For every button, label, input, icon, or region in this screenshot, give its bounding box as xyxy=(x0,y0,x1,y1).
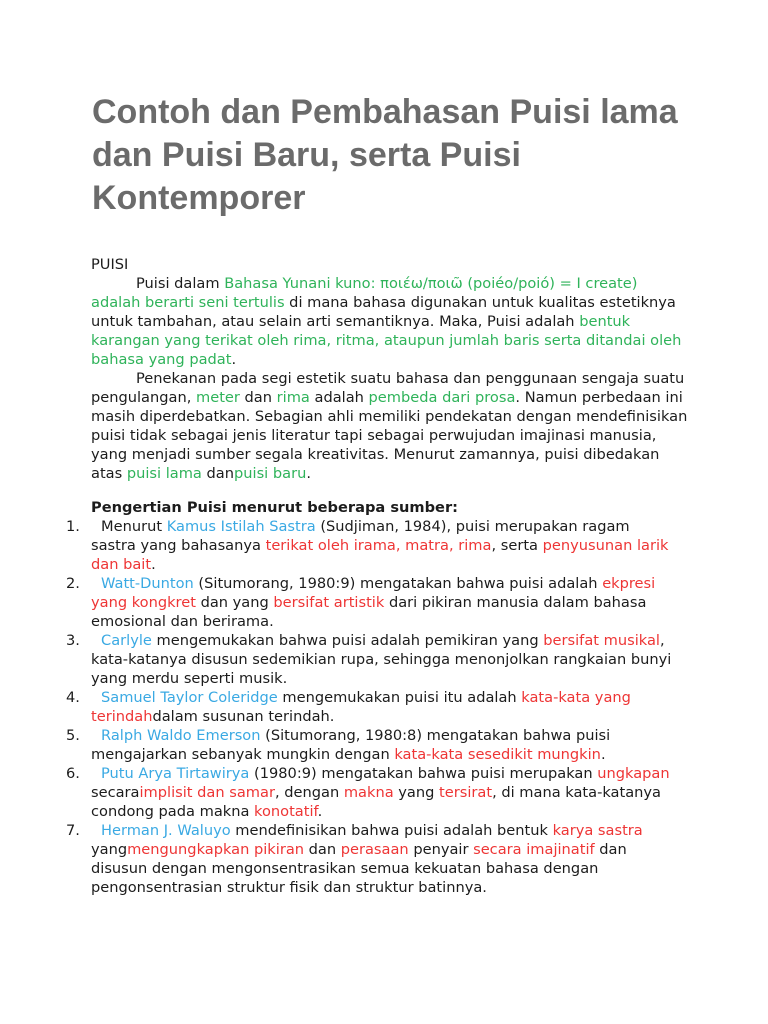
text-run: , dengan xyxy=(274,784,344,801)
text-run: Menurut xyxy=(101,518,167,535)
text-run: . xyxy=(306,465,311,482)
highlight-term: bersifat musikal xyxy=(543,632,660,649)
list-number: 4. xyxy=(66,689,80,706)
highlight-term: konotatif xyxy=(254,803,318,820)
intro-section xyxy=(91,274,691,483)
highlight-term: implisit dan samar xyxy=(139,784,275,801)
link-puisi-baru[interactable]: puisi baru xyxy=(234,465,307,482)
subheading-pengertian: Pengertian Puisi menurut beberapa sumber: xyxy=(91,499,458,516)
text-run: penyair xyxy=(408,841,474,858)
text-run: (1980:9) mengatakan bahwa puisi merupakan xyxy=(249,765,598,782)
link-pembeda-dari-prosa[interactable]: pembeda dari prosa xyxy=(368,389,516,406)
highlight-term: bersifat artistik xyxy=(273,594,385,611)
text-run: . Namun perbedaan ini masih diperdebatkan. Sebagian ahli memiliki pendekatan dengan mendefinisikan puisi tidak sebagai jenis literatur tapi sebagai perwujudan imajinasi manusia, yang menjadi sumber segala kreativitas. Menurut zamannya, puisi dibedakan atas xyxy=(91,389,688,482)
link-samuel-taylor-coleridge[interactable]: Samuel Taylor Coleridge xyxy=(101,689,278,706)
link-bentuk-karangan[interactable]: bentuk karangan yang terikat oleh rima, ritma, ataupun jumlah baris serta ditandai oleh bahasa yang padat xyxy=(91,313,682,368)
text-run: di mana bahasa digunakan untuk kualitas estetiknya untuk tambahan, atau selain arti semantiknya. Maka, Puisi adalah xyxy=(91,294,676,330)
highlight-term: karya sastra xyxy=(552,822,643,839)
section-label: PUISI xyxy=(91,256,129,273)
link-ralph-waldo-emerson[interactable]: Ralph Waldo Emerson xyxy=(101,727,261,744)
text-run: , di mana kata-katanya condong pada makna xyxy=(91,784,661,820)
link-herman-j-waluyo[interactable]: Herman J. Waluyo xyxy=(101,822,231,839)
highlight-term: terikat oleh irama, matra, rima xyxy=(265,537,492,554)
text-run: mendefinisikan bahwa puisi adalah bentuk xyxy=(230,822,553,839)
text-run: (Situmorang, 1980:8) mengatakan bahwa puisi mengajarkan sebanyak mungkin dengan xyxy=(91,727,611,763)
text-run: Penekanan pada segi estetik suatu bahasa dan penggunaan sengaja suatu pengulangan, xyxy=(91,370,685,406)
page-title: Contoh dan Pembahasan Puisi lama dan Puisi Baru, serta Puisi Kontemporer xyxy=(92,93,678,217)
text-run: (Sudjiman, 1984), puisi merupakan ragam sastra yang bahasanya xyxy=(91,518,630,554)
text-run: , serta xyxy=(491,537,543,554)
text-run: . xyxy=(231,351,237,368)
highlight-term: kata-kata sesedikit mungkin xyxy=(394,746,601,763)
text-run: mengemukakan bahwa puisi adalah pemikiran yang xyxy=(151,632,544,649)
text-run: yang xyxy=(393,784,440,801)
list-item xyxy=(0,764,673,821)
highlight-term: mengungkapkan pikiran xyxy=(127,841,305,858)
text-run: (Situmorang, 1980:9) mengatakan bahwa puisi adalah xyxy=(193,575,603,592)
highlight-term: perasaan xyxy=(340,841,409,858)
link-carlyle[interactable]: Carlyle xyxy=(101,632,152,649)
text-run: Puisi dalam xyxy=(136,275,225,292)
text-run: adalah xyxy=(309,389,369,406)
paragraph-definition xyxy=(91,274,691,369)
list-number: 1. xyxy=(66,518,80,535)
highlight-term: ungkapan xyxy=(597,765,670,782)
list-number: 7. xyxy=(66,822,80,839)
highlight-term: penyusunan larik dan bait xyxy=(91,537,669,573)
list-number: 3. xyxy=(66,632,80,649)
text-run: dan xyxy=(239,389,277,406)
text-run: dan yang xyxy=(195,594,274,611)
link-meter[interactable]: meter xyxy=(196,389,240,406)
link-kamus-istilah-sastra[interactable]: Kamus Istilah Sastra xyxy=(166,518,316,535)
list-number: 6. xyxy=(66,765,80,782)
highlight-term: ekpresi yang kongkret xyxy=(91,575,656,611)
link-putu-arya-tirtawirya[interactable]: Putu Arya Tirtawirya xyxy=(101,765,250,782)
text-run: . xyxy=(151,556,156,573)
list-item xyxy=(0,517,673,574)
link-rima[interactable]: rima xyxy=(276,389,310,406)
list-item xyxy=(0,631,673,688)
highlight-term: makna xyxy=(343,784,394,801)
text-run: dalam susunan terindah. xyxy=(152,708,335,725)
link-puisi-lama[interactable]: puisi lama xyxy=(126,465,202,482)
link-yunani-seni-tertulis[interactable]: Bahasa Yunani kuno: ποιέω/ποιῶ (poiéo/poió) = I create) adalah berarti seni tertulis xyxy=(91,275,638,311)
text-run: . xyxy=(600,746,606,763)
text-run: dan xyxy=(201,465,234,482)
text-run: , kata-katanya disusun sedemikian rupa, sehingga menonjolkan rangkaian bunyi yang merdu seperti musik. xyxy=(91,632,672,687)
list-item xyxy=(0,726,673,764)
list-item xyxy=(0,574,673,631)
highlight-term: kata-kata yang terindah xyxy=(91,689,631,725)
text-run: secara xyxy=(91,784,140,801)
list-number: 5. xyxy=(66,727,80,744)
link-watt-dunton[interactable]: Watt-Dunton xyxy=(101,575,194,592)
highlight-term: secara imajinatif xyxy=(473,841,595,858)
highlight-term: tersirat xyxy=(439,784,493,801)
definition-list xyxy=(0,517,768,897)
text-run: dan xyxy=(304,841,341,858)
text-run: . xyxy=(317,803,323,820)
text-run: dari pikiran manusia dalam bahasa emosional dan berirama. xyxy=(91,594,647,630)
text-run: yang xyxy=(91,841,128,858)
paragraph-penekanan xyxy=(91,369,691,483)
list-number: 2. xyxy=(66,575,80,592)
text-run: mengemukakan puisi itu adalah xyxy=(277,689,522,706)
list-item xyxy=(0,688,673,726)
text-run: dan disusun dengan mengonsentrasikan semua kekuatan bahasa dengan pengonsentrasian struktur fisik dan struktur batinnya. xyxy=(91,841,627,896)
list-item xyxy=(0,821,673,897)
